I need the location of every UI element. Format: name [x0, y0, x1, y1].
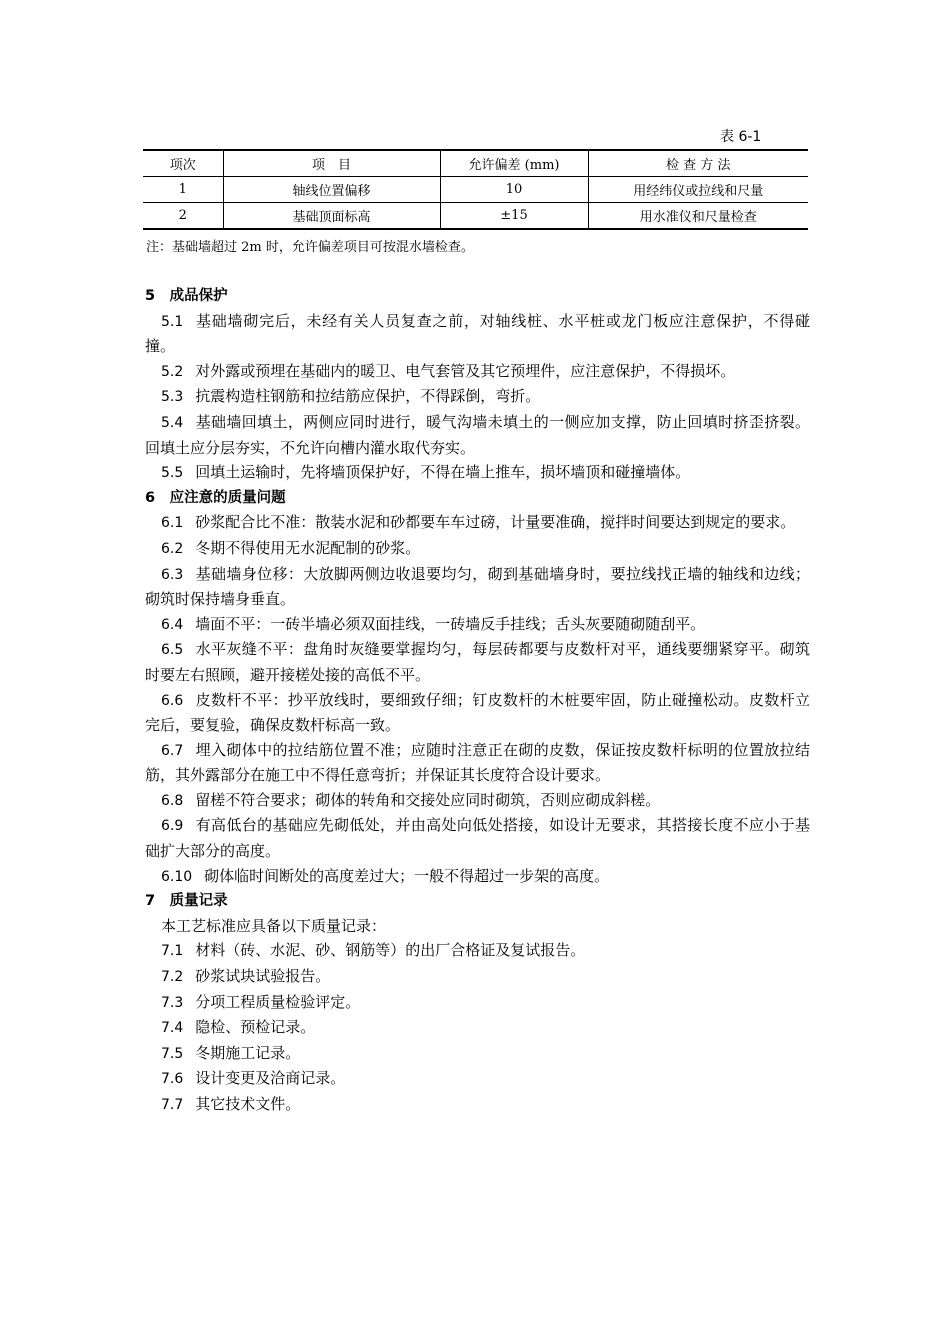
clause-number: 5.5	[161, 465, 184, 482]
clause-text: 埋入砌体中的拉结筋位置不准；应随时注意正在砌的皮数，保证按皮数杆标明的位置放拉结筋，其外露部分在施工中不得任意弯折；并保证其长度符合设计要求。	[145, 740, 810, 785]
clause-number: 6.3	[161, 566, 184, 583]
clause-text: 分项工程质量检验评定。	[195, 992, 361, 1011]
document-body	[145, 284, 810, 1118]
table-row	[143, 203, 808, 230]
clause-number: 6.6	[161, 692, 184, 709]
clause-text: 有高低台的基础应先砌低处，并由高处向低处搭接，如设计无要求，其搭接长度不应小于基础扩大部分的高度。	[145, 816, 810, 861]
clause-number: 6.1	[161, 515, 184, 532]
clause-number: 7.4	[161, 1020, 184, 1037]
header-cell: 检 查 方 法	[588, 150, 808, 177]
clause	[145, 309, 810, 359]
clause	[145, 637, 810, 687]
clause	[145, 460, 810, 486]
clause-number: 6.2	[161, 540, 184, 557]
clause-text: 墙面不平：一砖半墙必须双面挂线，一砖墙反手挂线；舌头灰要随砌随刮平。	[195, 614, 706, 633]
clause-number: 6.5	[161, 642, 184, 659]
table-row	[143, 177, 808, 203]
header-cell: 允许偏差 (mm)	[440, 150, 588, 177]
clause	[145, 410, 810, 460]
table-cell: ±15	[440, 203, 588, 230]
clause-number: 6.10	[161, 868, 193, 885]
clause	[145, 1041, 810, 1067]
section-heading: 7 质量记录	[145, 893, 228, 910]
clause	[145, 359, 810, 385]
clause-text: 抗震构造柱钢筋和拉结筋应保护，不得踩倒，弯折。	[195, 387, 541, 406]
clause	[145, 990, 810, 1016]
clause-text: 水平灰缝不平：盘角时灰缝要掌握均匀，每层砖都要与皮数杆对平，通线要绷紧穿平。砌筑时要左右照顾，避开接槎处接的高低不平。	[145, 640, 810, 684]
clause-number: 5.1	[161, 313, 184, 330]
clause-text: 回填土运输时，先将墙顶保护好，不得在墙上推车，损坏墙顶和碰撞墙体。	[195, 463, 691, 482]
clause-number: 6.8	[161, 792, 184, 809]
clause	[145, 864, 810, 890]
clause-number: 7.5	[161, 1045, 184, 1062]
table-cell: 1	[143, 177, 223, 203]
clause-number: 6.4	[161, 616, 184, 633]
table-cell: 2	[143, 203, 223, 230]
clause	[145, 536, 810, 562]
clause-number: 7.1	[161, 943, 184, 960]
table-cell: 基础顶面标高	[223, 203, 440, 230]
clause	[145, 1015, 810, 1041]
clause	[145, 688, 810, 738]
tolerance-table	[143, 149, 808, 230]
clause-text: 对外露或预埋在基础内的暖卫、电气套管及其它预埋件，应注意保护，不得损坏。	[195, 361, 736, 380]
clause-text: 砂浆试块试验报告。	[195, 967, 331, 986]
clause	[145, 1066, 810, 1092]
clause-text: 材料（砖、水泥、砂、钢筋等）的出厂合格证及复试报告。	[195, 941, 586, 960]
table-note: 注：基础墙超过 2m 时，允许偏差项目可按混水墙检查。	[146, 240, 474, 255]
clause-text: 砌体临时间断处的高度差过大；一般不得超过一步架的高度。	[204, 866, 610, 885]
clause-number: 6.9	[161, 818, 184, 835]
table-cell: 用经纬仪或拉线和尺量	[588, 177, 808, 203]
clause	[145, 612, 810, 638]
table-cell: 10	[440, 177, 588, 203]
clause	[145, 788, 810, 814]
clause	[145, 938, 810, 964]
clause-text: 皮数杆不平：抄平放线时，要细致仔细；钉皮数杆的木桩要牢固，防止碰撞松动。皮数杆立完后，要复验，确保皮数杆标高一致。	[145, 690, 810, 735]
clause	[145, 562, 810, 612]
clause-number: 7.2	[161, 969, 184, 986]
clause-text: 基础墙回填土，两侧应同时进行，暖气沟墙未填土的一侧应加支撑，防止回填时挤歪挤裂。回填土应分层夯实，不允许向槽内灌水取代夯实。	[145, 412, 810, 457]
clause-text: 基础墙身位移：大放脚两侧边收退要均匀，砌到基础墙身时，要拉线找正墙的轴线和边线；砌筑时保持墙身垂直。	[145, 564, 810, 609]
section-intro: 本工艺标准应具备以下质量记录：	[161, 916, 387, 935]
clause-number: 7.7	[161, 1097, 184, 1113]
clause	[145, 813, 810, 863]
header-cell: 项次	[143, 150, 223, 177]
clause	[145, 1092, 810, 1118]
clause-text: 基础墙砌完后，未经有关人员复查之前，对轴线桩、水平桩或龙门板应注意保护，不得碰撞。	[145, 311, 810, 356]
clause-number: 7.6	[161, 1071, 184, 1088]
clause-text: 砂浆配合比不准：散装水泥和砂都要车车过磅，计量要准确，搅拌时间要达到规定的要求。	[195, 513, 796, 532]
clause	[145, 738, 810, 788]
clause	[145, 384, 810, 410]
clause-text: 其它技术文件。	[195, 1095, 301, 1113]
clause-text: 设计变更及洽商记录。	[195, 1069, 346, 1088]
clause	[145, 964, 810, 990]
clause-number: 5.3	[161, 389, 184, 406]
table-header-row	[143, 150, 808, 177]
clause-number: 5.4	[161, 414, 184, 431]
table-cell: 轴线位置偏移	[223, 177, 440, 203]
clause-number: 7.3	[161, 994, 184, 1011]
clause-text: 冬期不得使用无水泥配制的砂浆。	[195, 538, 421, 557]
table-caption: 表 6-1	[720, 129, 762, 145]
header-cell: 项 目	[223, 150, 440, 177]
clause	[145, 510, 810, 536]
clause-text: 留槎不符合要求；砌体的转角和交接处应同时砌筑，否则应砌成斜槎。	[195, 790, 661, 809]
clause-number: 5.2	[161, 363, 184, 380]
clause-text: 隐检、预检记录。	[195, 1018, 316, 1037]
section-heading: 6 应注意的质量问题	[145, 489, 286, 506]
section-heading: 5 成品保护	[145, 288, 228, 304]
table-cell: 用水准仪和尺量检查	[588, 203, 808, 230]
clause-number: 6.7	[161, 742, 184, 759]
clause-text: 冬期施工记录。	[195, 1043, 301, 1062]
